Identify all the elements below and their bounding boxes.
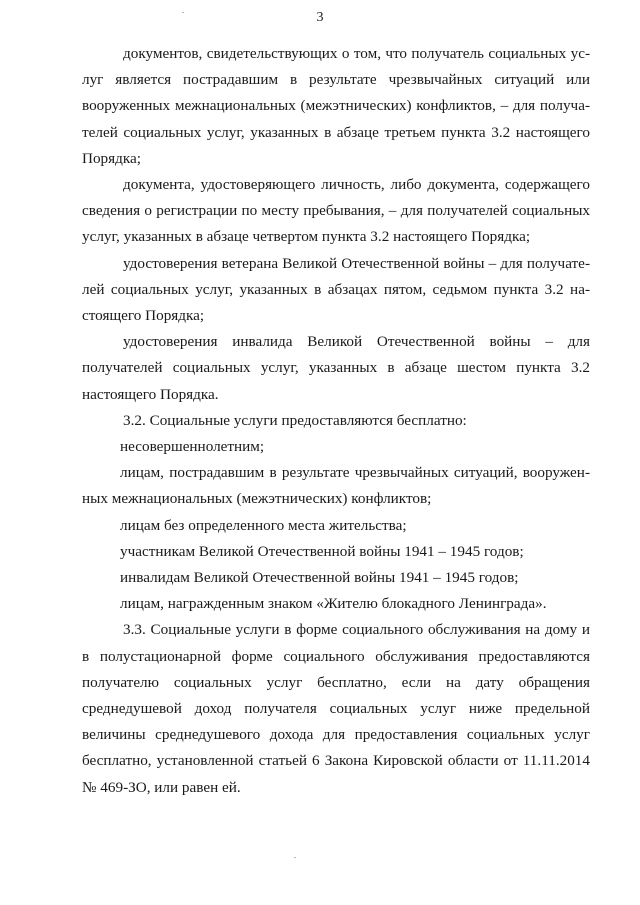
list-item-war-invalids: инвалидам Великой Отечественной войны 1941 – 1945 годов; (120, 569, 519, 587)
paragraph-invalid-certificate: удостоверения инвалида Великой Отечественной войны – для получателей социальных услуг, указанных в абзаце шестом пункта 3.2 настоящего Порядка. (82, 333, 590, 403)
paragraph-home-care-free: 3.3. Социальные услуги в форме социального обслуживания на дому и в полустационарной форме социального обслуживания предоставляются получателю социальных услуг бесплатно, если на дату обращения среднедушевой доход получателя социальных услуг ниже предельной величины среднедушевого дохода для предоставления социальных услуг бесплатно, установленной статьей 6 Закона Кировской области от 11.11.2014 № 469-ЗО, или равен ей. (82, 621, 590, 796)
list-item-minors: несовершеннолетним; (120, 438, 265, 456)
paragraph-identity-document: документа, удостоверяющего личность, либо документа, содержащего сведения о регистрации по месту пребывания, – для получателей социальных услуг, указанных в абзаце четвертом пункта 3.2 настоящего Порядка; (82, 176, 590, 246)
document-body (82, 41, 590, 801)
list-item-war-participants: участникам Великой Отечественной войны 1941 – 1945 годов; (120, 542, 524, 560)
list-item-blockade-residents: лицам, награжденным знаком «Жителю блокадного Ленинграда». (120, 595, 547, 613)
paragraph-documents-emergency: документов, свидетельствующих о том, что получатель социальных услуг является пострадавшим в результате чрезвычайных ситуаций или вооруженных межнациональных (межэтнических) конфликтов, – для получателей социальных услуг, указанных в абзаце третьем пункта 3.2 настоящего Порядка; (82, 45, 590, 167)
paragraph-veteran-certificate: удостоверения ветерана Великой Отечественной войны – для получателей социальных услуг, указанных в абзацах пятом, седьмом пункта 3.2 настоящего Порядка; (82, 254, 590, 325)
scan-speck-top (182, 12, 184, 13)
scan-speck-bottom (294, 857, 296, 858)
paragraph-free-services-heading: 3.2. Социальные услуги предоставляются бесплатно: (123, 411, 467, 429)
list-item-emergency-victims: лицам, пострадавшим в результате чрезвычайных ситуаций, вооруженных межнациональных (межэтнических) конфликтов; (82, 464, 590, 508)
list-item-homeless: лицам без определенного места жительства; (120, 516, 407, 534)
page-number: 3 (316, 10, 324, 25)
